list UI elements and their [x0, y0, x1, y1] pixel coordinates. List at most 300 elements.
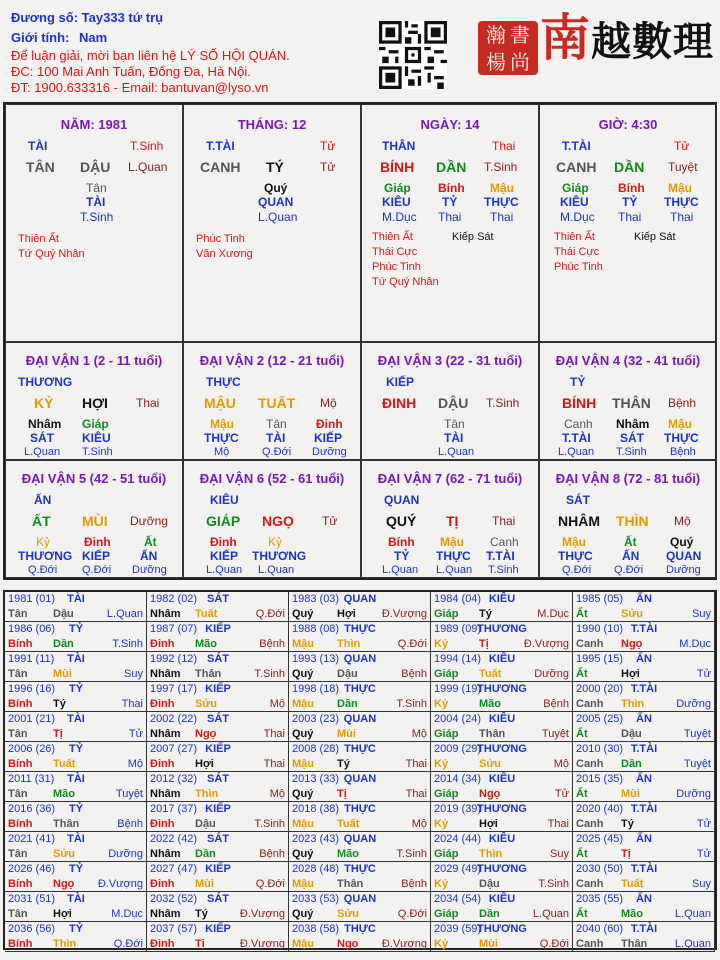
year-ten-god: TỶ — [68, 743, 84, 755]
pillar-title: THÁNG: 12 — [237, 117, 307, 132]
year-label: 2018 (38) — [292, 803, 340, 815]
year-stem: Tân — [8, 608, 28, 620]
year-stem: Giáp — [434, 788, 459, 800]
hidden-stage: L.Quan — [436, 564, 473, 576]
year-ten-god: TÀI — [67, 773, 85, 785]
year-cell — [147, 922, 289, 952]
year-label: 2024 (44) — [434, 833, 482, 845]
year-label: 2023 (43) — [292, 833, 340, 845]
year-ten-god: QUAN — [343, 713, 377, 725]
year-branch: Dậu — [479, 878, 500, 890]
year-stage: Bệnh — [259, 848, 285, 860]
year-cell — [289, 652, 431, 682]
hidden-stage: L.Quan — [558, 446, 595, 458]
year-stage: L.Quan — [532, 908, 569, 920]
year-ten-god: THƯƠNG — [477, 863, 527, 875]
year-ten-god: KIÊU — [488, 593, 516, 605]
year-label: 2002 (22) — [150, 713, 198, 725]
year-ten-god: QUAN — [343, 773, 377, 785]
year-ten-god: TÀI — [67, 593, 85, 605]
year-ten-god: KIẾP — [205, 683, 231, 695]
year-stem: Mậu — [292, 938, 314, 950]
spirit-star: Phúc Tinh — [554, 261, 603, 273]
pillar-stage: Tử — [674, 139, 690, 153]
year-stem: Bính — [8, 878, 33, 890]
year-cell — [431, 712, 573, 742]
hidden-stage: Thai — [490, 210, 514, 224]
hidden-stem: Đinh — [210, 535, 237, 549]
year-ten-god: THỰC — [344, 623, 376, 635]
logo-char: 越 — [591, 18, 632, 65]
year-cell — [5, 652, 147, 682]
year-label: 1994 (14) — [434, 653, 482, 665]
year-label: 1986 (06) — [8, 623, 56, 635]
year-cell — [5, 682, 147, 712]
year-branch: Mão — [337, 848, 359, 860]
brand-logo — [540, 8, 714, 67]
dai-van-ten-god: KIÊU — [210, 493, 239, 507]
year-branch: Dậu — [195, 818, 216, 830]
year-branch: Sửu — [479, 758, 502, 770]
hidden-stem: Kỷ — [268, 535, 283, 549]
year-stage: M.Dục — [679, 638, 711, 650]
year-branch: Tý — [53, 698, 66, 710]
year-stem: Giáp — [434, 608, 459, 620]
pillar-branch: DẦN — [614, 159, 645, 175]
contact-line: Để luận giải, mời bạn liên hệ LÝ SỐ HỘI QUÁN. — [11, 48, 290, 63]
year-label: 2007 (27) — [150, 743, 198, 755]
spirit-star-bad: Kiếp Sát — [452, 231, 494, 243]
year-label: 1997 (17) — [150, 683, 198, 695]
dai-van-stage: Thai — [492, 514, 516, 528]
year-label: 2014 (34) — [434, 773, 482, 785]
year-cell — [5, 712, 147, 742]
year-branch: Thìn — [621, 698, 645, 710]
year-ten-god: TỶ — [68, 923, 84, 935]
year-stage: Tử — [696, 818, 711, 830]
year-ten-god: THƯƠNG — [477, 923, 527, 935]
year-cell — [573, 892, 715, 922]
year-branch: Tuất — [337, 818, 360, 830]
year-stem: Tân — [8, 788, 28, 800]
hidden-stage: M.Dục — [560, 210, 595, 224]
year-stem: Quý — [292, 848, 314, 860]
year-label: 2037 (57) — [150, 923, 198, 935]
hidden-stage: L.Quan — [438, 446, 475, 458]
year-branch: Ngọ — [195, 728, 217, 740]
hidden-stem: Giáp — [82, 417, 109, 431]
hidden-stage: T.Sinh — [616, 446, 647, 458]
dai-van-branch: TỊ — [446, 513, 459, 529]
dai-van-branch: DẬU — [438, 395, 469, 411]
year-stage: Q.Đới — [397, 908, 427, 920]
hidden-stem: Mậu — [668, 417, 692, 431]
year-branch: Dậu — [53, 608, 74, 620]
year-ten-god: T.TÀI — [630, 863, 658, 875]
year-cell — [5, 802, 147, 832]
year-cell — [147, 772, 289, 802]
logo-char: 理 — [673, 18, 714, 65]
dai-van-title: ĐẠI VẬN 6 (52 - 61 tuổi) — [199, 471, 345, 486]
year-branch: Dần — [337, 698, 358, 710]
year-stage: Dưỡng — [108, 848, 143, 860]
year-branch: Mùi — [195, 878, 214, 890]
pillar-stem: CANH — [200, 159, 241, 175]
year-stem: Đinh — [150, 698, 175, 710]
year-cell — [147, 742, 289, 772]
year-stem: Mậu — [292, 818, 314, 830]
dai-van-title: ĐẠI VẬN 4 (32 - 41 tuổi) — [555, 353, 701, 368]
year-stage: Thai — [405, 758, 427, 770]
dai-van-title: ĐẠI VẬN 5 (42 - 51 tuổi) — [21, 471, 167, 486]
dai-van-title: ĐẠI VẬN 2 (12 - 21 tuổi) — [199, 353, 345, 368]
pillar-stage-branch: Tử — [320, 160, 336, 174]
year-stage: Thai — [263, 728, 285, 740]
year-stage: Bệnh — [401, 668, 427, 680]
year-stage: Q.Đới — [255, 608, 285, 620]
year-branch: Tị — [53, 728, 63, 740]
seal-char: 書 — [510, 22, 530, 47]
pillar-month — [183, 104, 361, 342]
qr-code — [379, 21, 447, 89]
year-ten-god: T.TÀI — [630, 923, 658, 935]
year-cell — [147, 832, 289, 862]
year-label: 2038 (58) — [292, 923, 340, 935]
year-stem: Ất — [576, 908, 588, 920]
year-branch: Mùi — [479, 938, 498, 950]
year-cell — [147, 652, 289, 682]
year-label: 2004 (24) — [434, 713, 482, 725]
year-stem: Đinh — [150, 818, 175, 830]
year-stem: Tân — [8, 848, 28, 860]
year-stem: Quý — [292, 668, 314, 680]
year-stage: Mộ — [411, 728, 427, 740]
year-branch: Tuất — [195, 608, 218, 620]
chart-name-label: Đương số: — [11, 10, 79, 25]
dai-van-branch: THÌN — [616, 513, 649, 529]
year-branch: Tị — [621, 848, 631, 860]
year-stage: Q.Đới — [539, 938, 569, 950]
hidden-stage: L.Quan — [258, 564, 295, 576]
pillar-ten-god: THÂN — [382, 139, 416, 153]
year-ten-god: THỰC — [344, 683, 376, 695]
year-ten-god: THƯƠNG — [477, 743, 527, 755]
year-branch: Tuất — [479, 668, 502, 680]
year-ten-god: TỶ — [68, 623, 84, 635]
dai-van-2 — [183, 342, 361, 460]
spirit-star: Phúc Tinh — [196, 233, 245, 245]
year-ten-god: KIÊU — [488, 713, 516, 725]
year-stem: Kỷ — [434, 938, 449, 950]
year-stem: Bính — [8, 938, 33, 950]
year-label: 2021 (41) — [8, 833, 56, 845]
year-ten-god: THỰC — [344, 803, 376, 815]
hidden-ten-god: TỶ — [442, 195, 458, 209]
year-cell — [147, 802, 289, 832]
hidden-stem: Quý — [264, 181, 288, 195]
year-stage: T.Sinh — [396, 848, 427, 860]
year-branch: Dần — [621, 758, 642, 770]
year-ten-god: T.TÀI — [630, 683, 658, 695]
pillar-ten-god: T.TÀI — [206, 139, 235, 153]
year-branch: Dần — [195, 848, 216, 860]
dai-van-7 — [361, 460, 539, 578]
hidden-ten-god: TỶ — [394, 549, 410, 563]
hidden-stem: Mậu — [490, 181, 514, 195]
year-branch: Tuất — [53, 758, 76, 770]
year-stem: Nhâm — [150, 908, 181, 920]
year-ten-god: KIÊU — [488, 773, 516, 785]
year-ten-god: KIẾP — [205, 863, 231, 875]
seal-char: 楊 — [486, 49, 506, 74]
year-stem: Nhâm — [150, 608, 181, 620]
hidden-stage: L.Quan — [24, 446, 61, 458]
year-stem: Ất — [576, 848, 588, 860]
year-cell — [289, 682, 431, 712]
year-label: 2010 (30) — [576, 743, 624, 755]
year-cell — [289, 922, 431, 952]
gender-label: Giới tính: — [11, 30, 70, 45]
year-cell — [573, 832, 715, 862]
year-stage: T.Sinh — [112, 638, 143, 650]
year-stage: Đ.Vượng — [523, 638, 569, 650]
hidden-ten-god: THỰC — [664, 431, 699, 445]
year-ten-god: KIẾP — [205, 743, 231, 755]
year-cell — [147, 862, 289, 892]
year-ten-god: KIẾP — [205, 623, 231, 635]
dai-van-title: ĐẠI VẬN 1 (2 - 11 tuổi) — [25, 353, 163, 368]
year-stage: Q.Đới — [255, 878, 285, 890]
year-ten-god: SÁT — [207, 713, 229, 725]
year-label: 2009 (29) — [434, 743, 482, 755]
year-cell — [147, 622, 289, 652]
annual-luck-table — [3, 590, 717, 950]
year-ten-god: TỶ — [68, 803, 84, 815]
year-ten-god: T.TÀI — [630, 803, 658, 815]
dai-van-branch: THÂN — [612, 395, 651, 411]
year-stem: Kỷ — [434, 698, 449, 710]
hidden-ten-god: QUAN — [666, 549, 702, 563]
hidden-stem: Đinh — [316, 417, 343, 431]
pillar-stem: CANH — [556, 159, 597, 175]
year-cell — [573, 682, 715, 712]
dai-van-stem: ẤT — [32, 513, 51, 529]
year-stem: Nhâm — [150, 668, 181, 680]
hidden-stage: Q.Đới — [614, 564, 644, 576]
year-ten-god: QUAN — [343, 893, 377, 905]
year-stage: T.Sinh — [538, 878, 569, 890]
hidden-ten-god: TÀI — [266, 431, 286, 445]
hidden-stage: L.Quan — [382, 564, 419, 576]
year-stage: Bệnh — [543, 698, 569, 710]
year-branch: Thân — [337, 878, 364, 890]
dai-van-stem: GIÁP — [206, 513, 241, 529]
year-stem: Kỷ — [434, 758, 449, 770]
hidden-ten-god: KIẾP — [314, 431, 343, 445]
year-stage: Thai — [547, 818, 569, 830]
year-label: 2040 (60) — [576, 923, 624, 935]
year-ten-god: QUAN — [343, 833, 377, 845]
year-ten-god: THƯƠNG — [477, 803, 527, 815]
dai-van-stage: Mộ — [320, 396, 337, 410]
year-ten-god: KIẾP — [205, 803, 231, 815]
dai-van-title: ĐẠI VẬN 8 (72 - 81 tuổi) — [555, 471, 701, 486]
spirit-star: Thiên Ất — [554, 231, 595, 243]
year-stage: Mộ — [553, 758, 569, 770]
hidden-ten-god: ẤN — [140, 549, 158, 563]
dai-van-branch: HỢI — [82, 395, 108, 411]
year-label: 1985 (05) — [576, 593, 624, 605]
year-branch: Thìn — [195, 788, 219, 800]
hidden-stage: Dưỡng — [312, 446, 347, 458]
year-branch: Thân — [195, 668, 222, 680]
year-ten-god: T.TÀI — [630, 743, 658, 755]
year-cell — [573, 592, 715, 622]
year-label: 2028 (48) — [292, 863, 340, 875]
year-stem: Giáp — [434, 908, 459, 920]
year-cell — [431, 892, 573, 922]
hidden-stage: Q.Đới — [28, 564, 58, 576]
year-label: 1989 (09) — [434, 623, 482, 635]
year-stem: Tân — [8, 728, 28, 740]
year-branch: Mão — [479, 698, 501, 710]
dai-van-title: ĐẠI VẬN 7 (62 - 71 tuổi) — [377, 471, 523, 486]
year-label: 1991 (11) — [8, 653, 55, 665]
dai-van-title: ĐẠI VẬN 3 (22 - 31 tuổi) — [377, 353, 523, 368]
year-branch: Thìn — [479, 848, 503, 860]
hidden-stage: T.Sinh — [488, 564, 519, 576]
spirit-star: Thiên Ất — [18, 233, 59, 245]
year-branch: Hợi — [337, 608, 356, 620]
year-stage: L.Quan — [106, 608, 143, 620]
hidden-stem: Giáp — [384, 181, 411, 195]
year-ten-god: SÁT — [207, 893, 229, 905]
year-cell — [5, 622, 147, 652]
year-stem: Đinh — [150, 878, 175, 890]
dai-van-stem: MẬU — [204, 395, 236, 411]
year-label: 2035 (55) — [576, 893, 624, 905]
year-label: 1981 (01) — [8, 593, 56, 605]
year-branch: Mão — [621, 908, 643, 920]
dai-van-ten-god: TỶ — [570, 375, 586, 389]
dai-van-4 — [539, 342, 717, 460]
year-stage: Bệnh — [401, 878, 427, 890]
dai-van-stage: Mộ — [674, 514, 691, 528]
dai-van-stem: QUÝ — [386, 513, 417, 529]
year-ten-god: TÀI — [67, 833, 85, 845]
year-cell — [289, 592, 431, 622]
chart-name-line — [11, 10, 163, 25]
pillar-title: NĂM: 1981 — [60, 117, 128, 132]
hidden-stage: M.Dục — [382, 210, 417, 224]
year-ten-god: QUAN — [343, 653, 377, 665]
year-stem: Mậu — [292, 698, 314, 710]
hidden-ten-god: TÀI — [444, 431, 464, 445]
dai-van-stage: Bệnh — [668, 396, 697, 410]
year-ten-god: THỰC — [344, 923, 376, 935]
hidden-stage: Bệnh — [670, 446, 696, 458]
year-branch: Dậu — [621, 728, 642, 740]
year-cell — [289, 832, 431, 862]
year-stem: Canh — [576, 758, 604, 770]
year-stage: Suy — [124, 668, 143, 680]
year-stem: Đinh — [150, 938, 175, 950]
year-branch: Mùi — [53, 668, 72, 680]
year-stem: Kỷ — [434, 878, 449, 890]
year-cell — [431, 682, 573, 712]
year-ten-god: ẤN — [636, 773, 652, 785]
year-ten-god: QUAN — [343, 593, 377, 605]
year-branch: Dần — [479, 908, 500, 920]
year-label: 2039 (59) — [434, 923, 482, 935]
year-ten-god: SÁT — [207, 653, 229, 665]
red-seal-stamp — [478, 21, 538, 75]
dai-van-stage: Dưỡng — [130, 514, 168, 528]
year-stem: Đinh — [150, 758, 175, 770]
year-label: 1996 (16) — [8, 683, 56, 695]
hidden-ten-god: KIÊU — [82, 431, 111, 445]
gender-line — [11, 30, 107, 45]
hidden-ten-god: THỰC — [436, 549, 471, 563]
year-cell — [431, 922, 573, 952]
year-branch: Tị — [479, 638, 489, 650]
year-ten-god: THƯƠNG — [477, 623, 527, 635]
hidden-stem: Đinh — [84, 535, 111, 549]
chart-name-value: Tay333 tứ trụ — [81, 10, 164, 25]
pillar-hour — [539, 104, 717, 342]
year-ten-god: T.TÀI — [630, 623, 658, 635]
year-stage: Suy — [692, 878, 711, 890]
year-branch: Ngọ — [479, 788, 501, 800]
hidden-stage: Q.Đới — [262, 446, 292, 458]
year-branch: Hợi — [479, 818, 498, 830]
year-label: 2019 (39) — [434, 803, 482, 815]
hidden-stem: Giáp — [562, 181, 589, 195]
year-cell — [147, 592, 289, 622]
year-cell — [431, 802, 573, 832]
year-label: 1987 (07) — [150, 623, 198, 635]
year-label: 2000 (20) — [576, 683, 624, 695]
year-cell — [431, 862, 573, 892]
year-branch: Hợi — [53, 908, 72, 920]
dai-van-stem: KỶ — [34, 395, 54, 411]
hidden-ten-god: KIẾP — [210, 549, 239, 563]
year-ten-god: ẤN — [636, 893, 652, 905]
year-cell — [5, 862, 147, 892]
hidden-ten-god: QUAN — [258, 195, 294, 209]
year-ten-god: ẤN — [636, 713, 652, 725]
hidden-stem: Ất — [624, 535, 637, 549]
year-stage: Dưỡng — [534, 668, 569, 680]
dai-van-stem: ĐINH — [382, 395, 417, 411]
year-stem: Kỷ — [434, 638, 449, 650]
year-ten-god: SÁT — [207, 833, 229, 845]
year-stage: Tuyệt — [115, 788, 143, 800]
hidden-stage: T.Sinh — [80, 210, 114, 224]
hidden-ten-god: SÁT — [30, 431, 54, 445]
year-label: 2029 (49) — [434, 863, 482, 875]
hidden-stem: Canh — [564, 417, 593, 431]
year-stage: L.Quan — [674, 908, 711, 920]
year-cell — [147, 892, 289, 922]
year-stage: Mộ — [269, 698, 285, 710]
year-ten-god: KIÊU — [488, 653, 516, 665]
year-cell — [5, 742, 147, 772]
logo-char: 南 — [540, 8, 591, 67]
year-stage: Suy — [692, 608, 711, 620]
pillar-title: GIỜ: 4:30 — [598, 117, 658, 132]
year-cell — [573, 922, 715, 952]
